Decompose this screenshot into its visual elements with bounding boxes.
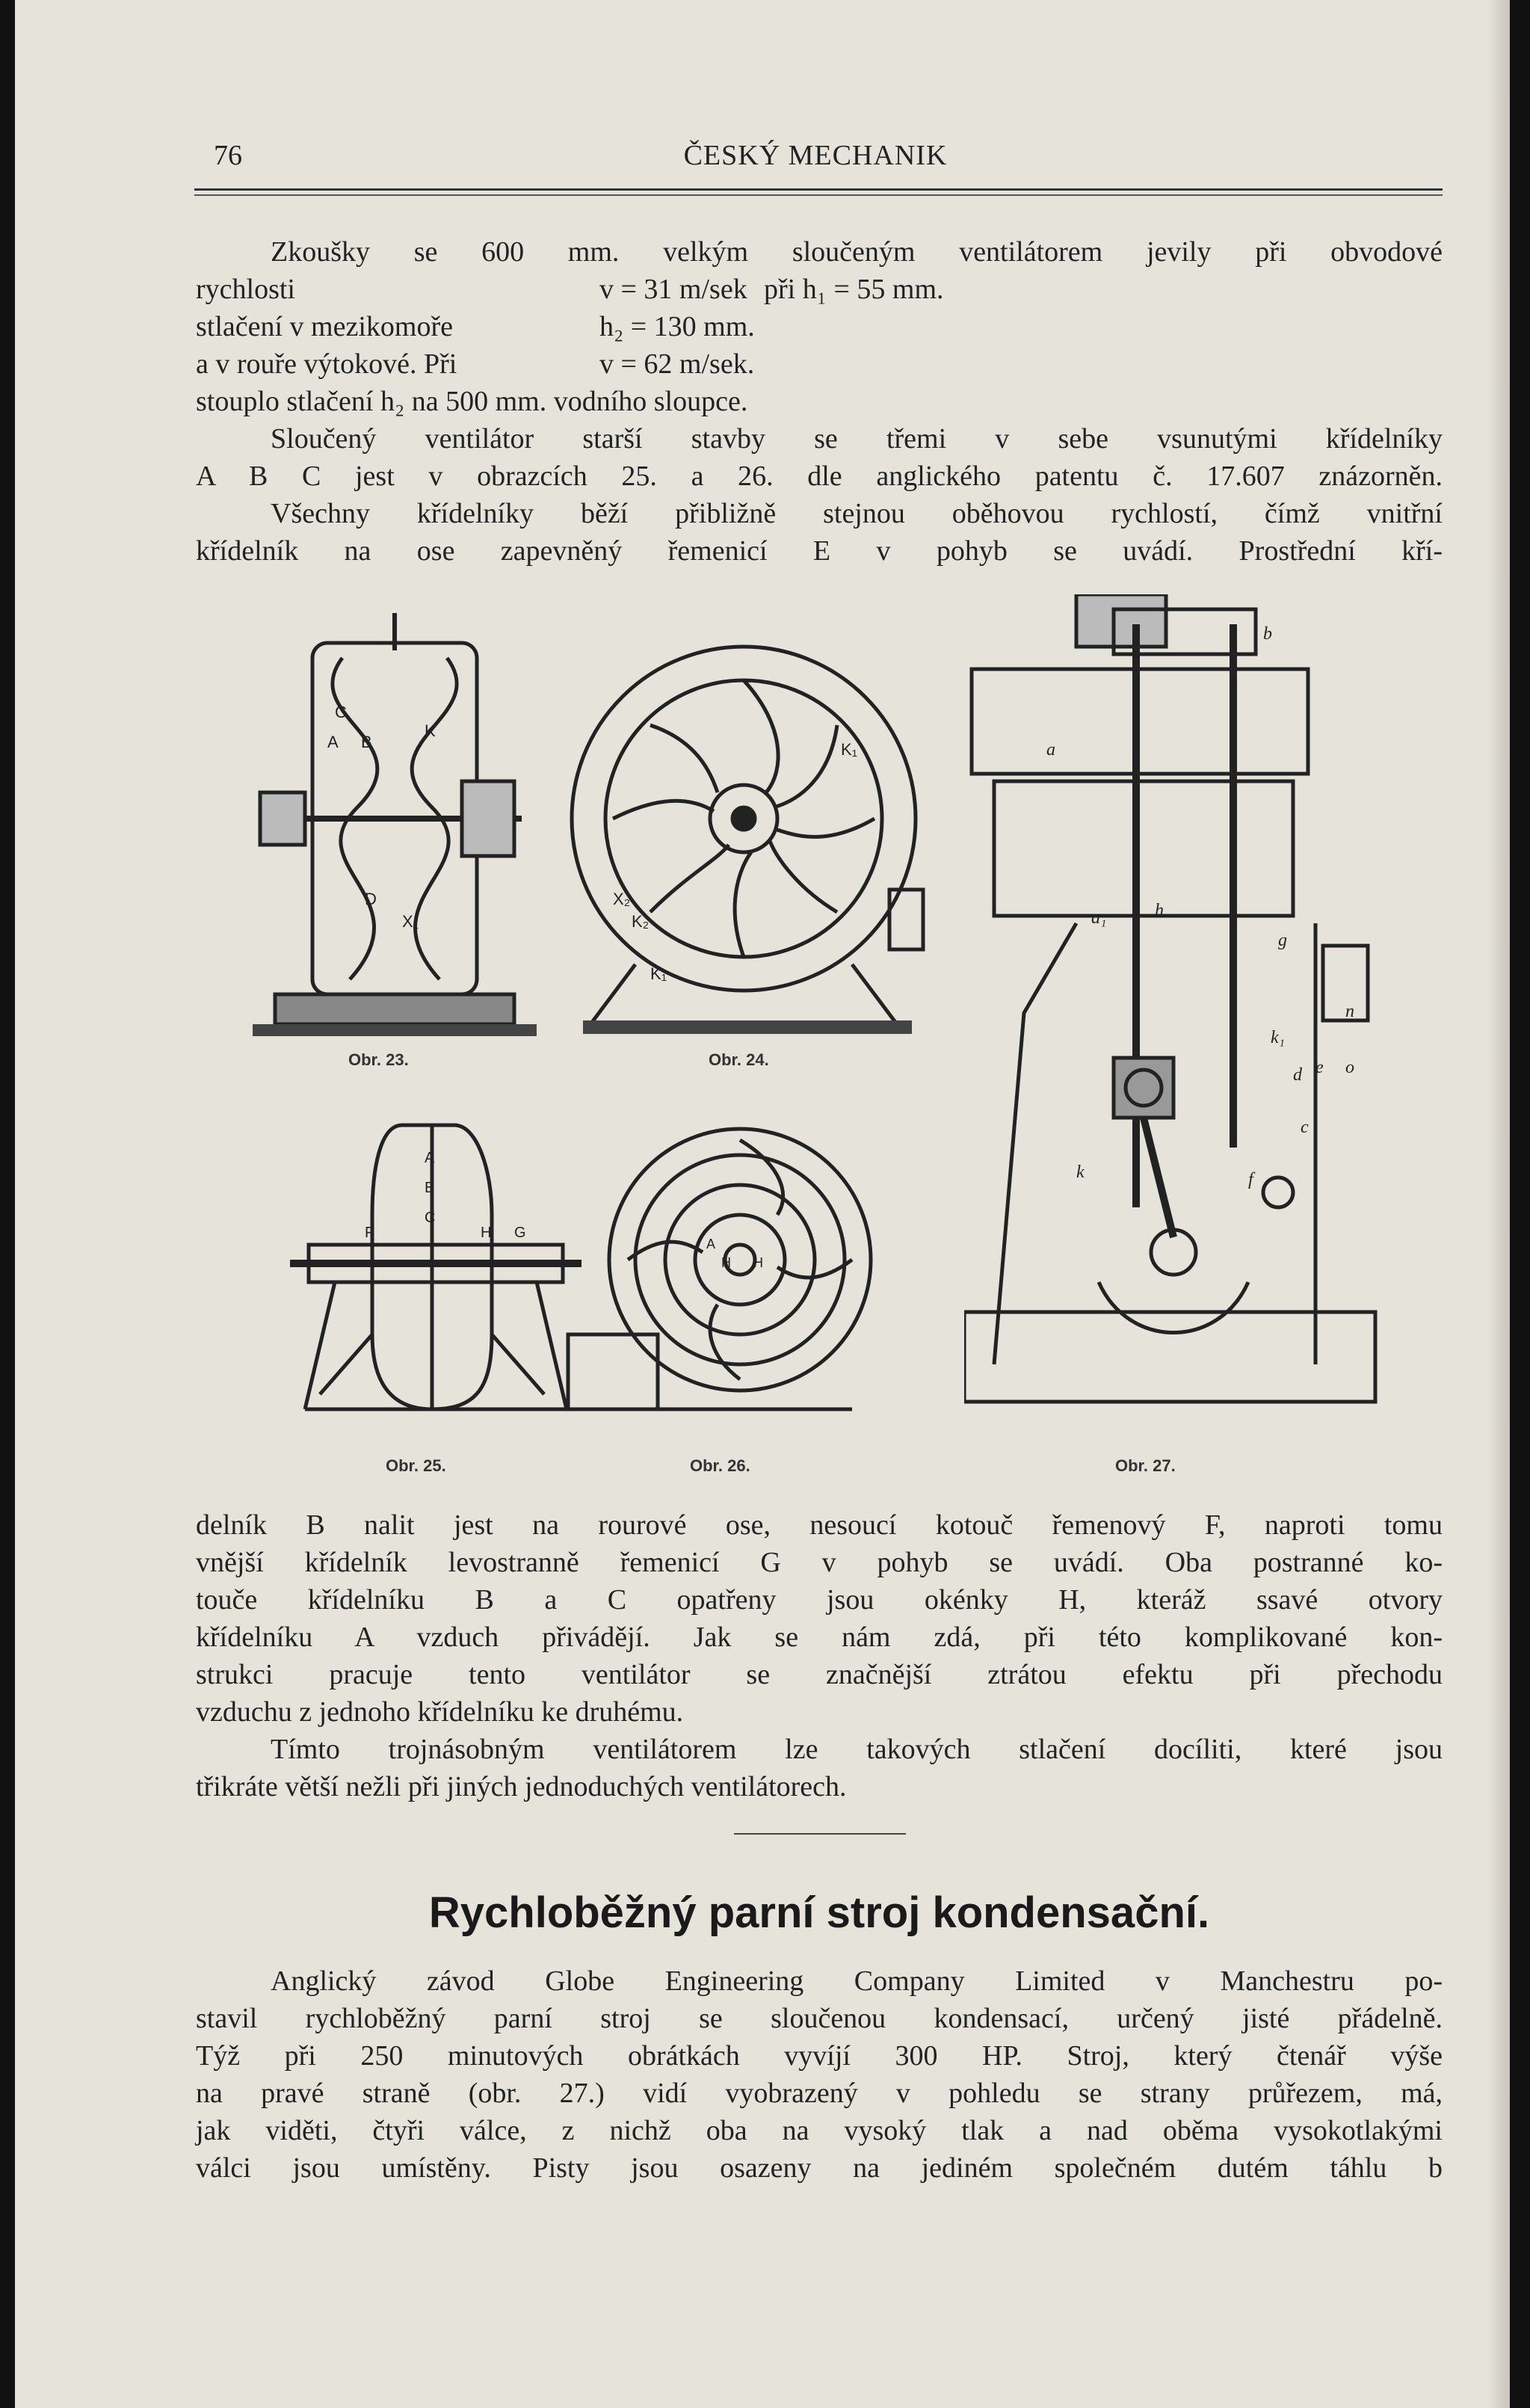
part-label: H bbox=[753, 1255, 763, 1270]
running-head bbox=[184, 139, 1447, 176]
data-row-label: stlačení v mezikomoře bbox=[196, 311, 453, 342]
part-label: X₁ bbox=[402, 912, 419, 931]
text-line: Zkoušky se 600 mm. velkým sloučeným ventilátorem jevily při obvodové bbox=[271, 236, 1443, 268]
steam-engine-section-drawing bbox=[964, 594, 1383, 1424]
text-line: válci jsou umístěny. Pisty jsou osazeny na jediném společném dutém táhlu b bbox=[196, 2152, 1443, 2184]
data-row-label: rychlosti bbox=[196, 274, 295, 305]
data-row-value: v = 62 m/sek. bbox=[599, 348, 755, 380]
data-row-value: h₂ = 130 mm. bbox=[599, 311, 755, 342]
data-row-label: a v rouře výtokové. Při bbox=[196, 348, 457, 380]
data-row-note: při h₁ = 55 mm. bbox=[764, 274, 944, 305]
text-line: vzduchu z jednoho křídelníku ke druhému. bbox=[196, 1696, 684, 1728]
figure-caption: Obr. 25. bbox=[386, 1456, 446, 1475]
part-label: K₂ bbox=[632, 912, 650, 931]
part-label: n bbox=[1345, 1002, 1354, 1021]
part-label: o bbox=[1345, 1058, 1354, 1077]
part-label: C bbox=[425, 1210, 436, 1226]
part-label: h bbox=[1155, 901, 1164, 920]
fan-front-drawing bbox=[561, 606, 927, 1039]
part-label: f bbox=[1248, 1170, 1253, 1189]
part-label: A bbox=[706, 1237, 716, 1251]
text-line: A B C jest v obrazcích 25. a 26. dle anglického patentu č. 17.607 znázorněn. bbox=[196, 461, 1443, 492]
data-row bbox=[196, 271, 1443, 308]
part-label: K bbox=[425, 721, 436, 740]
header-rule-thin bbox=[194, 194, 1443, 196]
test-results-paragraph bbox=[196, 233, 1443, 420]
part-label: A bbox=[425, 1150, 435, 1166]
figure-caption: Obr. 26. bbox=[690, 1456, 750, 1475]
part-label: G bbox=[514, 1225, 526, 1241]
data-row-value: v = 31 m/sek bbox=[599, 274, 747, 305]
conclusion-paragraph bbox=[196, 1731, 1443, 1805]
part-label: B bbox=[425, 1180, 435, 1196]
text-line: strukci pracuje tento ventilátor se značnější ztrátou efektu při přechodu bbox=[196, 1659, 1443, 1690]
part-label: H bbox=[481, 1225, 492, 1241]
page-number: 76 bbox=[214, 140, 242, 171]
text-line: Všechny křídelníky běží přibližně stejnou oběhovou rychlostí, čímž vnitřní bbox=[271, 498, 1443, 529]
figure-25-diagram bbox=[290, 1110, 582, 1432]
text-line: delník B nalit jest na rourové ose, nesoucí kotouč řemenový F, naproti tomu bbox=[196, 1509, 1443, 1541]
figure-caption: Obr. 27. bbox=[1115, 1456, 1176, 1475]
part-label: C bbox=[335, 703, 347, 721]
part-label: a₁ bbox=[1091, 908, 1107, 928]
part-label: F bbox=[365, 1225, 374, 1241]
figure-24-diagram bbox=[561, 606, 927, 1039]
ventilator-description-paragraph bbox=[196, 1506, 1443, 1731]
part-label: D bbox=[365, 890, 377, 908]
book-page bbox=[15, 0, 1510, 2408]
part-label: A bbox=[327, 733, 339, 751]
journal-title: ČESKÝ MECHANIK bbox=[683, 140, 948, 171]
text-line: na pravé straně (obr. 27.) vidí vyobrazený v pohledu se strany průřezem, má, bbox=[196, 2078, 1443, 2109]
part-label: e bbox=[1315, 1058, 1324, 1077]
part-label: a bbox=[1046, 740, 1055, 760]
text-line: Sloučený ventilátor starší stavby se třemi v sebe vsunutými křídelníky bbox=[271, 423, 1443, 455]
part-label: X₂ bbox=[613, 890, 631, 908]
data-row bbox=[196, 308, 1443, 345]
part-label: K₁ bbox=[841, 740, 858, 759]
figure-27-diagram bbox=[964, 594, 1383, 1424]
part-label: c bbox=[1301, 1118, 1309, 1137]
text-line: jak viděti, čtyři válce, z nichž oba na vysoký tlak a nad oběma vysokotlakými bbox=[196, 2115, 1443, 2146]
part-label: B bbox=[361, 733, 372, 751]
text-line: křídelník na ose zapevněný řemenicí E v pohyb se uvádí. Prostřední kří- bbox=[196, 535, 1443, 567]
text-line: třikráte větší nežli při jiných jednoduchých ventilátorech. bbox=[196, 1771, 847, 1802]
fan-section-drawing bbox=[253, 606, 537, 1039]
text-line: Tímto trojnásobným ventilátorem lze takových stlačení docíliti, které jsou bbox=[271, 1734, 1443, 1765]
figure-caption: Obr. 24. bbox=[709, 1050, 769, 1069]
triple-fan-section-drawing bbox=[290, 1110, 582, 1432]
part-label: k₁ bbox=[1271, 1028, 1285, 1047]
part-label: K₁ bbox=[650, 964, 667, 983]
part-label: b bbox=[1263, 624, 1272, 644]
text-line: Anglický závod Globe Engineering Company Limited v Manchestru po- bbox=[271, 1965, 1443, 1997]
part-label: k bbox=[1076, 1163, 1085, 1182]
part-label: H bbox=[721, 1255, 731, 1270]
data-row bbox=[196, 345, 1443, 383]
part-label: d bbox=[1293, 1065, 1302, 1085]
triple-fan-front-drawing bbox=[553, 1118, 882, 1432]
figure-26-diagram bbox=[553, 1118, 882, 1432]
article-title: Rychloběžný parní stroj kondensační. bbox=[428, 1888, 1210, 1937]
text-line: stavil rychloběžný parní stroj se sloučenou kondensací, určený jisté přádelně. bbox=[196, 2003, 1443, 2034]
text-line: křídelníku A vzduch přivádějí. Jak se nám zdá, při této komplikované kon- bbox=[196, 1622, 1443, 1653]
section-separator bbox=[734, 1833, 906, 1835]
article-paragraph bbox=[196, 1962, 1443, 2187]
figure-caption: Obr. 23. bbox=[348, 1050, 409, 1069]
figure-23-diagram bbox=[253, 606, 537, 1039]
text-line: stouplo stlačení h₂ na 500 mm. vodního sloupce. bbox=[196, 386, 748, 417]
part-label: g bbox=[1278, 931, 1287, 950]
text-line: touče křídelníku B a C opatřeny jsou okénky H, kteráž ssavé otvory bbox=[196, 1584, 1443, 1616]
text-line: Týž při 250 minutových obrátkách vyvíjí 300 HP. Stroj, který čtenář výše bbox=[196, 2040, 1443, 2072]
text-line: vnější křídelník levostranně řemenicí G v pohyb se uvádí. Oba postranné ko- bbox=[196, 1547, 1443, 1578]
header-rule bbox=[194, 188, 1443, 191]
ventilator-paragraph bbox=[196, 420, 1443, 570]
